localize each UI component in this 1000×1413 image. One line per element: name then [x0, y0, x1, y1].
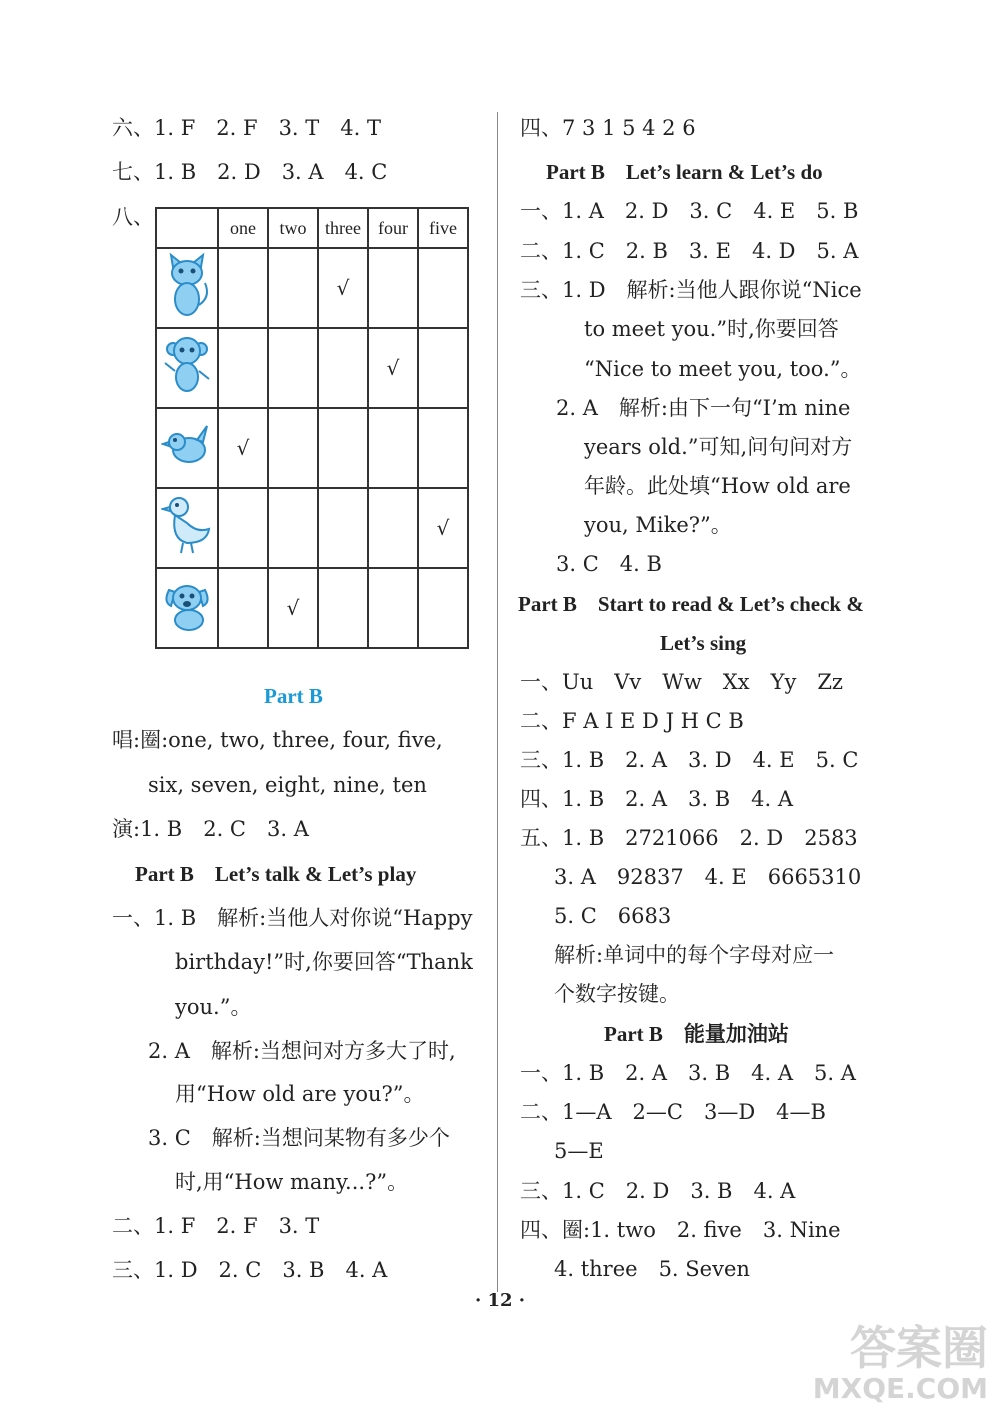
- answer-line-energy-3: 三、1. C 2. D 3. B 4. A: [520, 1179, 796, 1203]
- section-title-energy: Part B 能量加油站: [604, 1022, 789, 1046]
- table-cell: [218, 488, 268, 568]
- table-cell: [368, 408, 418, 488]
- answer-line-talk-1b: birthday!”时,你要回答“Thank: [175, 950, 473, 974]
- table-header-cell: one: [218, 208, 268, 248]
- answer-line-energy-4b: 4. three 5. Seven: [554, 1257, 750, 1281]
- table-cell: [218, 568, 268, 648]
- answer-line-read-2: 二、F A I E D J H C B: [520, 709, 744, 733]
- table-cell: [318, 408, 368, 488]
- table-cell: [268, 408, 318, 488]
- answer-line-talk-1c: you.”。: [175, 995, 252, 1019]
- table-header-cell: four: [368, 208, 418, 248]
- answer-line-talk-2: 2. A 解析:当想问对方多大了时,: [148, 1039, 456, 1063]
- answer-line-read-3: 三、1. B 2. A 3. D 4. E 5. C: [520, 748, 859, 772]
- watermark-line-2: MXQE.COM: [812, 1372, 988, 1405]
- answer-line-energy-1: 一、1. B 2. A 3. B 4. A 5. A: [520, 1061, 856, 1085]
- check-mark: √: [286, 596, 300, 620]
- answer-line-energy-2b: 5—E: [554, 1139, 604, 1163]
- table-cell: [268, 328, 318, 408]
- table-header-cell: three: [318, 208, 368, 248]
- table-row: [156, 488, 468, 568]
- check-mark: √: [336, 276, 350, 300]
- answer-line-talk-2b: 用“How old are you?”。: [175, 1082, 425, 1106]
- table-cell: [368, 328, 418, 408]
- table-row: [156, 248, 468, 328]
- section-title-part-b: Part B: [264, 684, 323, 708]
- answer-line-sing: 唱:圈:one, two, three, four, five,: [112, 728, 443, 752]
- cat-icon: [156, 248, 218, 328]
- answer-line-learn-4: 2. A 解析:由下一句“I’m nine: [556, 396, 851, 420]
- table-cell: [218, 248, 268, 328]
- table-cell: [418, 328, 468, 408]
- table-cell: [418, 408, 468, 488]
- table-cell: [318, 488, 368, 568]
- table-row: [156, 568, 468, 648]
- answer-line-learn-3: 三、1. D 解析:当他人跟你说“Nice: [520, 278, 862, 302]
- table-cell: [268, 568, 318, 648]
- answer-line-four: 四、7 3 1 5 4 2 6: [520, 116, 696, 140]
- answer-line-sing-cont: six, seven, eight, nine, ten: [148, 773, 427, 797]
- answer-line-talk-three: 三、1. D 2. C 3. B 4. A: [112, 1258, 388, 1282]
- table-cell: [218, 328, 268, 408]
- table-cell: [368, 568, 418, 648]
- answer-line-read-5b: 3. A 92837 4. E 6665310: [554, 865, 862, 889]
- answer-line-read-4: 四、1. B 2. A 3. B 4. A: [520, 787, 794, 811]
- answer-line-learn-5: 3. C 4. B: [556, 552, 662, 576]
- table-header-row: [156, 208, 468, 248]
- section-title-start-read: Part B Start to read & Let’s check &: [518, 592, 864, 616]
- table-cell: [418, 568, 468, 648]
- section-title-talk-play: Part B Let’s talk & Let’s play: [135, 862, 417, 886]
- answer-line-learn-4b: years old.”可知,问句问对方: [584, 435, 853, 459]
- answer-line-talk-3b: 时,用“How many...?”。: [175, 1170, 409, 1194]
- section-title-start-read-cont: Let’s sing: [660, 631, 747, 655]
- table-cell: [368, 248, 418, 328]
- table-cell: [368, 488, 418, 568]
- answer-line-learn-4d: you, Mike?”。: [584, 513, 732, 537]
- check-mark: √: [386, 356, 400, 380]
- answer-line-read-1: 一、Uu Vv Ww Xx Yy Zz: [520, 670, 843, 694]
- answer-line-learn-2: 二、1. C 2. B 3. E 4. D 5. A: [520, 239, 859, 263]
- section-title-learn-do: Part B Let’s learn & Let’s do: [546, 160, 823, 184]
- table-cell: [318, 328, 368, 408]
- table-cell: [268, 248, 318, 328]
- table-cell: [418, 248, 468, 328]
- check-mark: √: [236, 436, 250, 460]
- table-cell: [318, 248, 368, 328]
- table-cell: [418, 488, 468, 568]
- answer-line-eight-label: 八、: [112, 205, 154, 229]
- watermark-logo: [813, 1323, 988, 1405]
- table-cell: [218, 408, 268, 488]
- answer-line-talk-1: 一、1. B 解析:当他人对你说“Happy: [112, 906, 473, 930]
- duck-icon: [156, 488, 218, 568]
- answer-line-talk-3: 3. C 解析:当想问某物有多少个: [148, 1126, 450, 1150]
- table-header-cell: five: [418, 208, 468, 248]
- dog-icon: [156, 568, 218, 648]
- answer-line-seven: 七、1. B 2. D 3. A 4. C: [112, 160, 388, 184]
- page-number: · 12 ·: [474, 1290, 526, 1311]
- answer-line-learn-3c: “Nice to meet you, too.”。: [584, 357, 862, 381]
- column-divider: [497, 112, 498, 1292]
- table-cell: [318, 568, 368, 648]
- monkey-icon: [156, 328, 218, 408]
- table-cell: [268, 488, 318, 568]
- answer-line-talk-two: 二、1. F 2. F 3. T: [112, 1214, 320, 1238]
- answer-line-read-5c: 5. C 6683: [554, 904, 672, 928]
- answer-line-learn-4c: 年龄。此处填“How old are: [584, 474, 851, 498]
- bird-icon: [156, 408, 218, 488]
- answer-line-learn-1: 一、1. A 2. D 3. C 4. E 5. B: [520, 199, 859, 223]
- answer-line-energy-4: 四、圈:1. two 2. five 3. Nine: [520, 1218, 841, 1242]
- check-mark: √: [436, 516, 450, 540]
- table-corner-cell: [156, 208, 218, 248]
- answer-line-act: 演:1. B 2. C 3. A: [112, 817, 309, 841]
- animal-count-table: [155, 207, 469, 649]
- table-row: [156, 328, 468, 408]
- table-row: [156, 408, 468, 488]
- table-header-cell: two: [268, 208, 318, 248]
- answer-line-read-5d: 解析:单词中的每个字母对应一: [554, 943, 835, 967]
- answer-line-six: 六、1. F 2. F 3. T 4. T: [112, 116, 382, 140]
- answer-line-read-5e: 个数字按键。: [554, 982, 680, 1006]
- answer-line-read-5: 五、1. B 2721066 2. D 2583: [520, 826, 858, 850]
- answer-line-learn-3b: to meet you.”时,你要回答: [584, 317, 839, 341]
- answer-line-energy-2: 二、1—A 2—C 3—D 4—B: [520, 1100, 826, 1124]
- watermark-line-1: 答案圈: [850, 1321, 988, 1375]
